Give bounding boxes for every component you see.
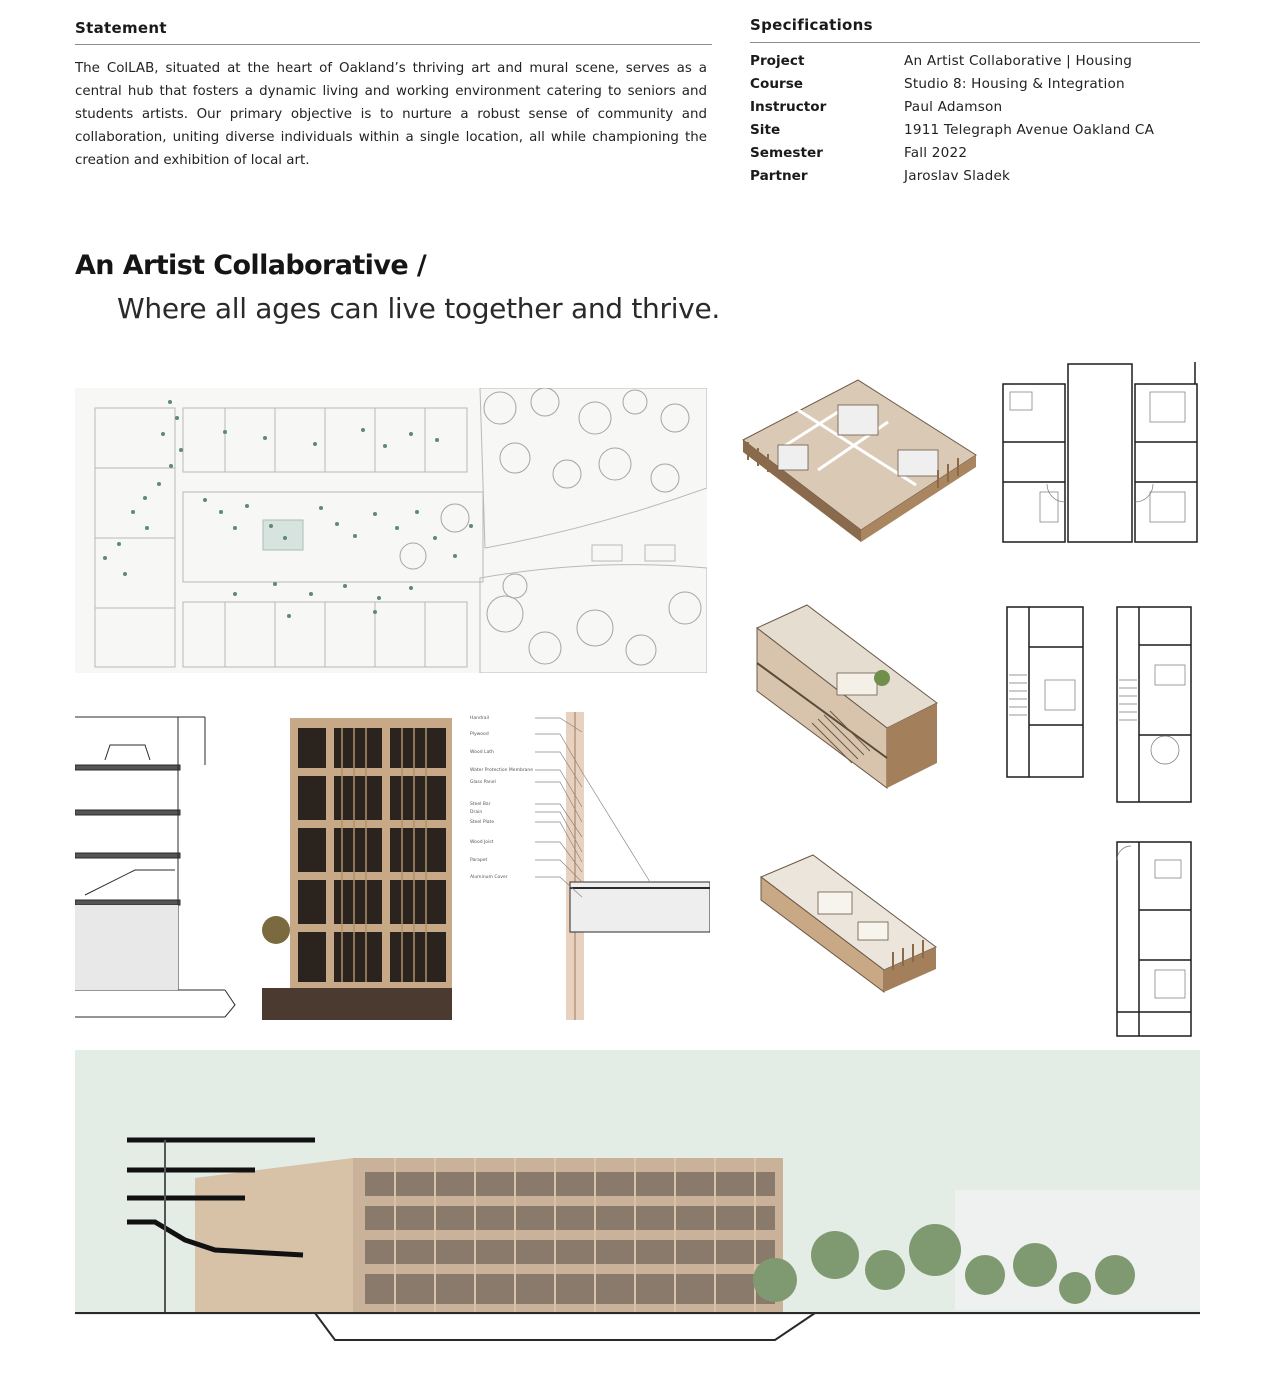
spec-key: Course — [750, 76, 804, 92]
construction-detail — [470, 712, 710, 1020]
specifications-table — [750, 53, 1210, 193]
facade-elevation — [262, 716, 452, 1020]
unit-axonometric-1 — [738, 370, 980, 545]
building-section-detail — [75, 705, 240, 1023]
unit-floor-plan-2b — [1115, 605, 1193, 805]
site-plan-drawing — [75, 388, 707, 673]
unit-axonometric-2 — [752, 603, 942, 793]
spec-value: 1911 Telegraph Avenue Oakland CA — [904, 122, 1155, 138]
unit-axonometric-3 — [758, 852, 940, 1000]
detail-label-steel-bar: Steel Bar — [470, 802, 491, 807]
spec-value: Jaroslav Sladek — [904, 168, 1011, 184]
spec-row-partner — [750, 168, 1210, 191]
spec-row-course — [750, 76, 1210, 99]
detail-label-glass-panel: Glass Panel — [470, 780, 496, 785]
detail-label-aluminum-cover: Aluminum Cover — [470, 875, 508, 880]
spec-value: Studio 8: Housing & Integration — [904, 76, 1125, 92]
spec-value: An Artist Collaborative | Housing — [904, 53, 1133, 69]
unit-floor-plan-2a — [1005, 605, 1085, 780]
spec-key: Project — [750, 53, 805, 69]
unit-floor-plan-3 — [1115, 840, 1193, 1038]
detail-label-handrail: Handrail — [470, 716, 489, 721]
long-section-rendering — [75, 1050, 1200, 1345]
unit-floor-plan-1 — [1000, 362, 1200, 547]
spec-row-instructor — [750, 99, 1210, 122]
spec-key: Instructor — [750, 99, 827, 115]
spec-value: Paul Adamson — [904, 99, 1003, 115]
spec-row-site — [750, 122, 1210, 145]
detail-label-wood-joist: Wood Joist — [470, 840, 494, 845]
specifications-title: Specifications — [750, 16, 873, 34]
spec-value: Fall 2022 — [904, 145, 968, 161]
detail-label-steel-plate: Steel Plate — [470, 820, 495, 825]
detail-label-membrane: Water Protection Membrane — [470, 768, 534, 773]
statement-body: The ColLAB, situated at the heart of Oakland’s thriving art and mural scene, serves as a central hub that fosters a dynamic living and working environment catering to seniors and students artists. Our primary objective is to nurture a robust sense of community and collaboration, uniting diverse individuals within a single location, all while championing the creation and exhibition of local art. — [75, 61, 707, 168]
project-heading: An Artist Collaborative / — [75, 250, 427, 281]
detail-label-plywood: Plywood — [470, 732, 489, 737]
detail-label-parapet: Parapet — [470, 858, 488, 863]
spec-key: Semester — [750, 145, 823, 161]
spec-key: Site — [750, 122, 781, 138]
spec-key: Partner — [750, 168, 808, 184]
statement-divider — [75, 44, 712, 45]
specifications-divider — [750, 42, 1200, 43]
project-subheading: Where all ages can live together and thrive. — [117, 292, 720, 325]
statement-title: Statement — [75, 19, 167, 37]
spec-row-semester — [750, 145, 1210, 168]
spec-row-project — [750, 53, 1210, 76]
detail-label-wood-lath: Wood Lath — [470, 750, 494, 755]
detail-label-drain: Drain — [470, 810, 483, 815]
